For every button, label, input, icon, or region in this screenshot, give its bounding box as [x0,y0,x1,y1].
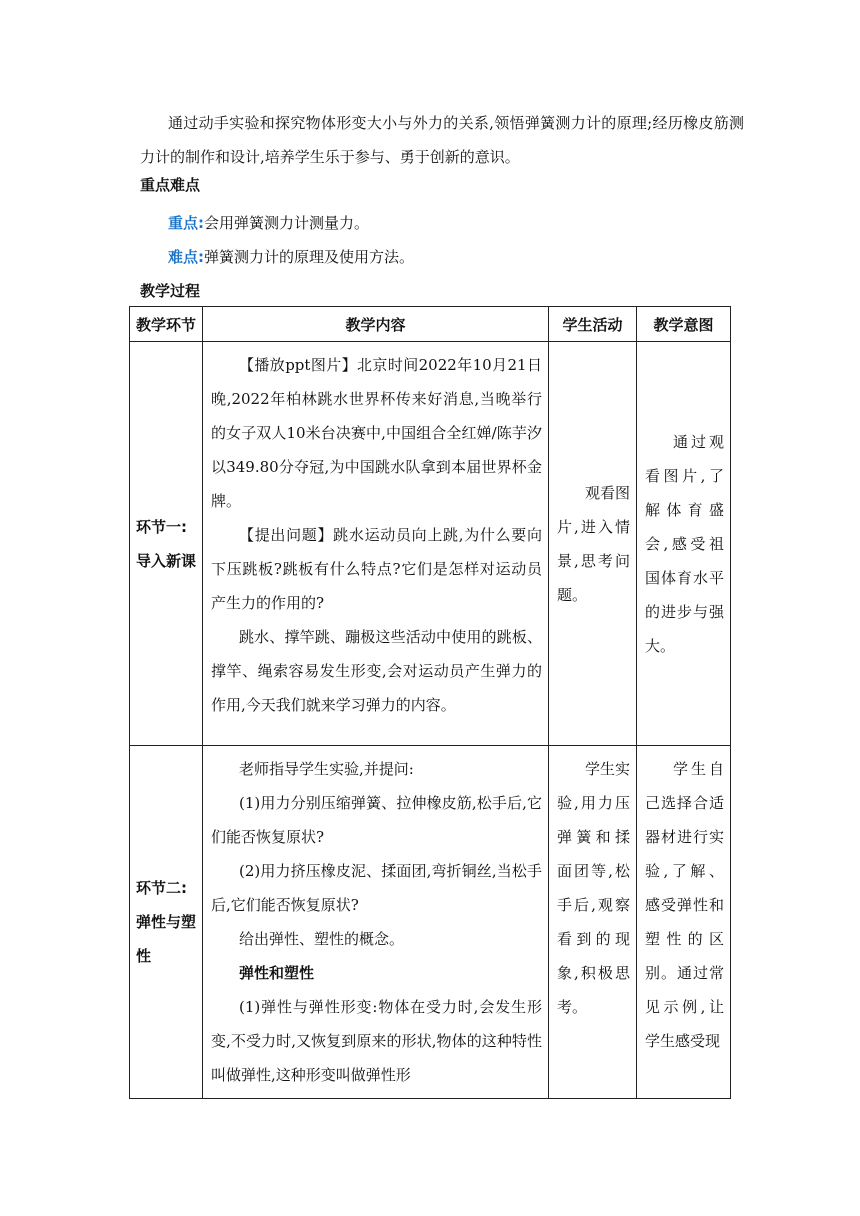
content-paragraph: 老师指导学生实验,并提问: [239,760,414,778]
intent-cell: 学生自己选择合适器材进行实验,了解、感受弹性和塑性的区别。通过常见示例,让学生感受现 [637,746,731,1099]
content-cell [203,746,549,1099]
intent-cell: 通过观看图片,了解体育盛会,感受祖国体育水平的进步与强大。 [637,342,731,746]
header-intent: 教学意图 [637,307,731,342]
process-heading: 教学过程 [140,282,201,300]
content-paragraph: (1)弹性与弹性形变:物体在受力时,会发生形变,不受力时,又恢复到原来的形状,物体的这种特性叫做弹性,这种形变叫做弹性形 [211,998,542,1084]
content-paragraph: 给出弹性、塑性的概念。 [239,930,405,948]
content-paragraph: (1)用力分别压缩弹簧、拉伸橡皮筋,松手后,它们能否恢复原状? [211,794,542,846]
focus-tag: 重点: [168,214,204,232]
focus-text: 会用弹簧测力计测量力。 [204,214,370,232]
content-paragraph: 【提出问题】跳水运动员向上跳,为什么要向下压跳板?跳板有什么特点?它们是怎样对运动员产生力的作用的? [211,526,542,612]
header-stage: 教学环节 [130,307,203,342]
stage-cell: 环节一:导入新课 [130,342,203,746]
table-row [130,746,731,1099]
table-row [130,342,731,746]
content-cell [203,342,549,746]
table-header-row [130,307,731,342]
content-subheading: 弹性和塑性 [239,964,315,982]
intro-paragraph: 通过动手实验和探究物体形变大小与外力的关系,领悟弹簧测力计的原理;经历橡皮筋测力计的制作和设计,培养学生乐于参与、勇于创新的意识。 [140,114,744,166]
content-paragraph: 【播放ppt图片】北京时间2022年10月21日晚,2022年柏林跳水世界杯传来好消息,当晚举行的女子双人10米台决赛中,中国组合全红婵/陈芋汐以349.80分夺冠,为中国跳水队拿到本届世界杯金牌。 [211,356,542,510]
content-paragraph: 跳水、撑竿跳、蹦极这些活动中使用的跳板、撑竿、绳索容易发生形变,会对运动员产生弹力的作用,今天我们就来学习弹力的内容。 [211,628,542,714]
lesson-table [129,306,731,1099]
stage-cell: 环节二:弹性与塑性 [130,746,203,1099]
header-activity: 学生活动 [549,307,637,342]
activity-cell: 观看图片,进入情景,思考问题。 [549,342,637,746]
difficulty-text: 弹簧测力计的原理及使用方法。 [204,248,415,266]
difficulty-tag: 难点: [168,248,204,266]
key-points-heading: 重点难点 [140,176,201,194]
focus-point [168,212,369,233]
content-paragraph: (2)用力挤压橡皮泥、揉面团,弯折铜丝,当松手后,它们能否恢复原状? [211,862,542,914]
activity-cell: 学生实验,用力压弹簧和揉面团等,松手后,观察看到的现象,积极思考。 [549,746,637,1099]
header-content: 教学内容 [203,307,549,342]
difficulty-point [168,246,414,267]
